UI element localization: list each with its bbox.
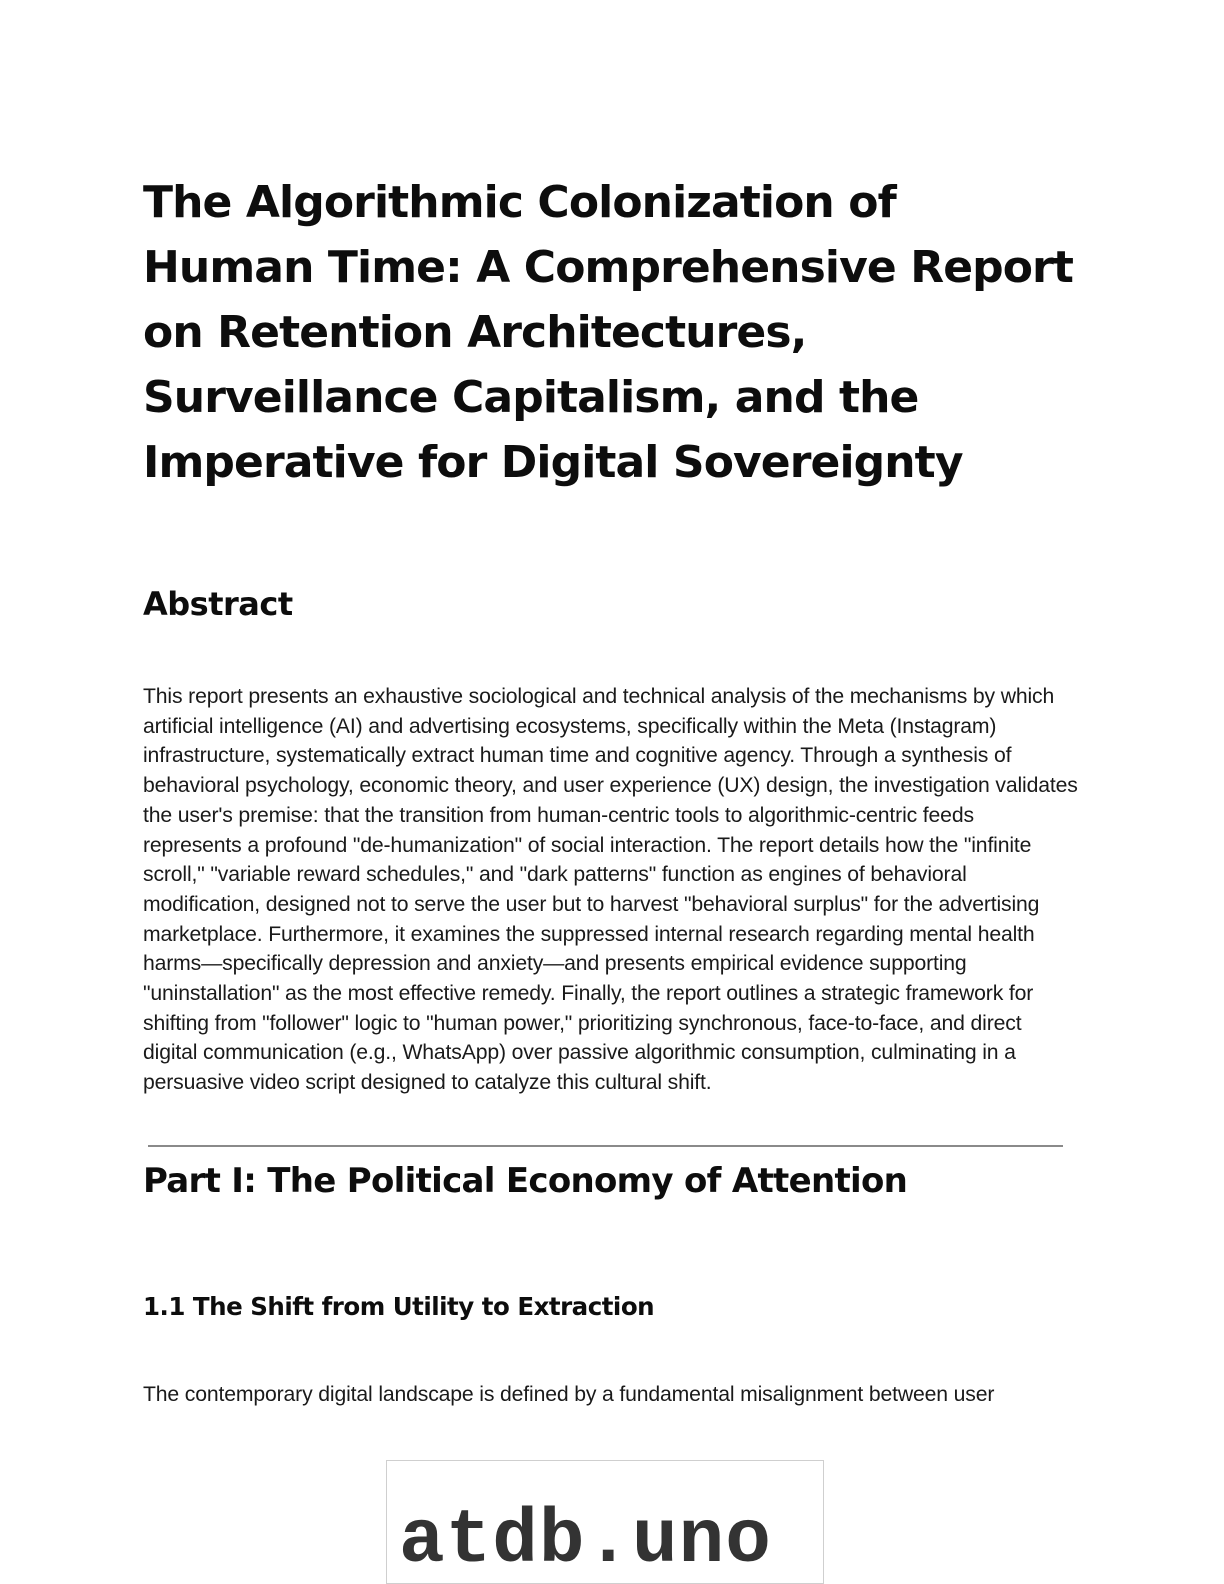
watermark-box bbox=[386, 1460, 824, 1584]
watermark-text: atdb.uno bbox=[399, 1498, 772, 1584]
abstract-paragraph: This report presents an exhaustive sociological and technical analysis of the mechanisms by which artificial intelligence (AI) and advertising ecosystems, specifically within the Meta (Instagram) infrastructure, systematically extract human time and cognitive agency. Through a synthesis of behavioral psychology, economic theory, and user experience (UX) design, the investigation validates the user's premise: that the transition from human-centric tools to algorithmic-centric feeds represents a profound "de-humanization" of social interaction. The report details how the "infinite scroll," "variable reward schedules," and "dark patterns" function as engines of behavioral modification, designed not to serve the user but to harvest "behavioral surplus" for the advertising marketplace. Furthermore, it examines the suppressed internal research regarding mental health harms—specifically depression and anxiety—and presents empirical evidence supporting "uninstallation" as the most effective remedy. Finally, the report outlines a strategic framework for shifting from "follower" logic to "human power," prioritizing synchronous, face-to-face, and direct digital communication (e.g., WhatsApp) over passive algorithmic consumption, culminating in a persuasive video script designed to catalyze this cultural shift. bbox=[143, 685, 1078, 1095]
section-1-1-heading: 1.1 The Shift from Utility to Extraction bbox=[143, 1292, 655, 1321]
document-title: The Algorithmic Colonization of Human Time: A Comprehensive Report on Retention Architectures, Surveillance Capitalism, and the Imperative for Digital Sovereignty bbox=[143, 177, 1073, 488]
section-divider bbox=[148, 1145, 1063, 1147]
part-1-heading: Part I: The Political Economy of Attention bbox=[143, 1161, 908, 1201]
abstract-heading: Abstract bbox=[143, 585, 293, 623]
section-1-1-paragraph: The contemporary digital landscape is defined by a fundamental misalignment between user bbox=[143, 1383, 995, 1406]
